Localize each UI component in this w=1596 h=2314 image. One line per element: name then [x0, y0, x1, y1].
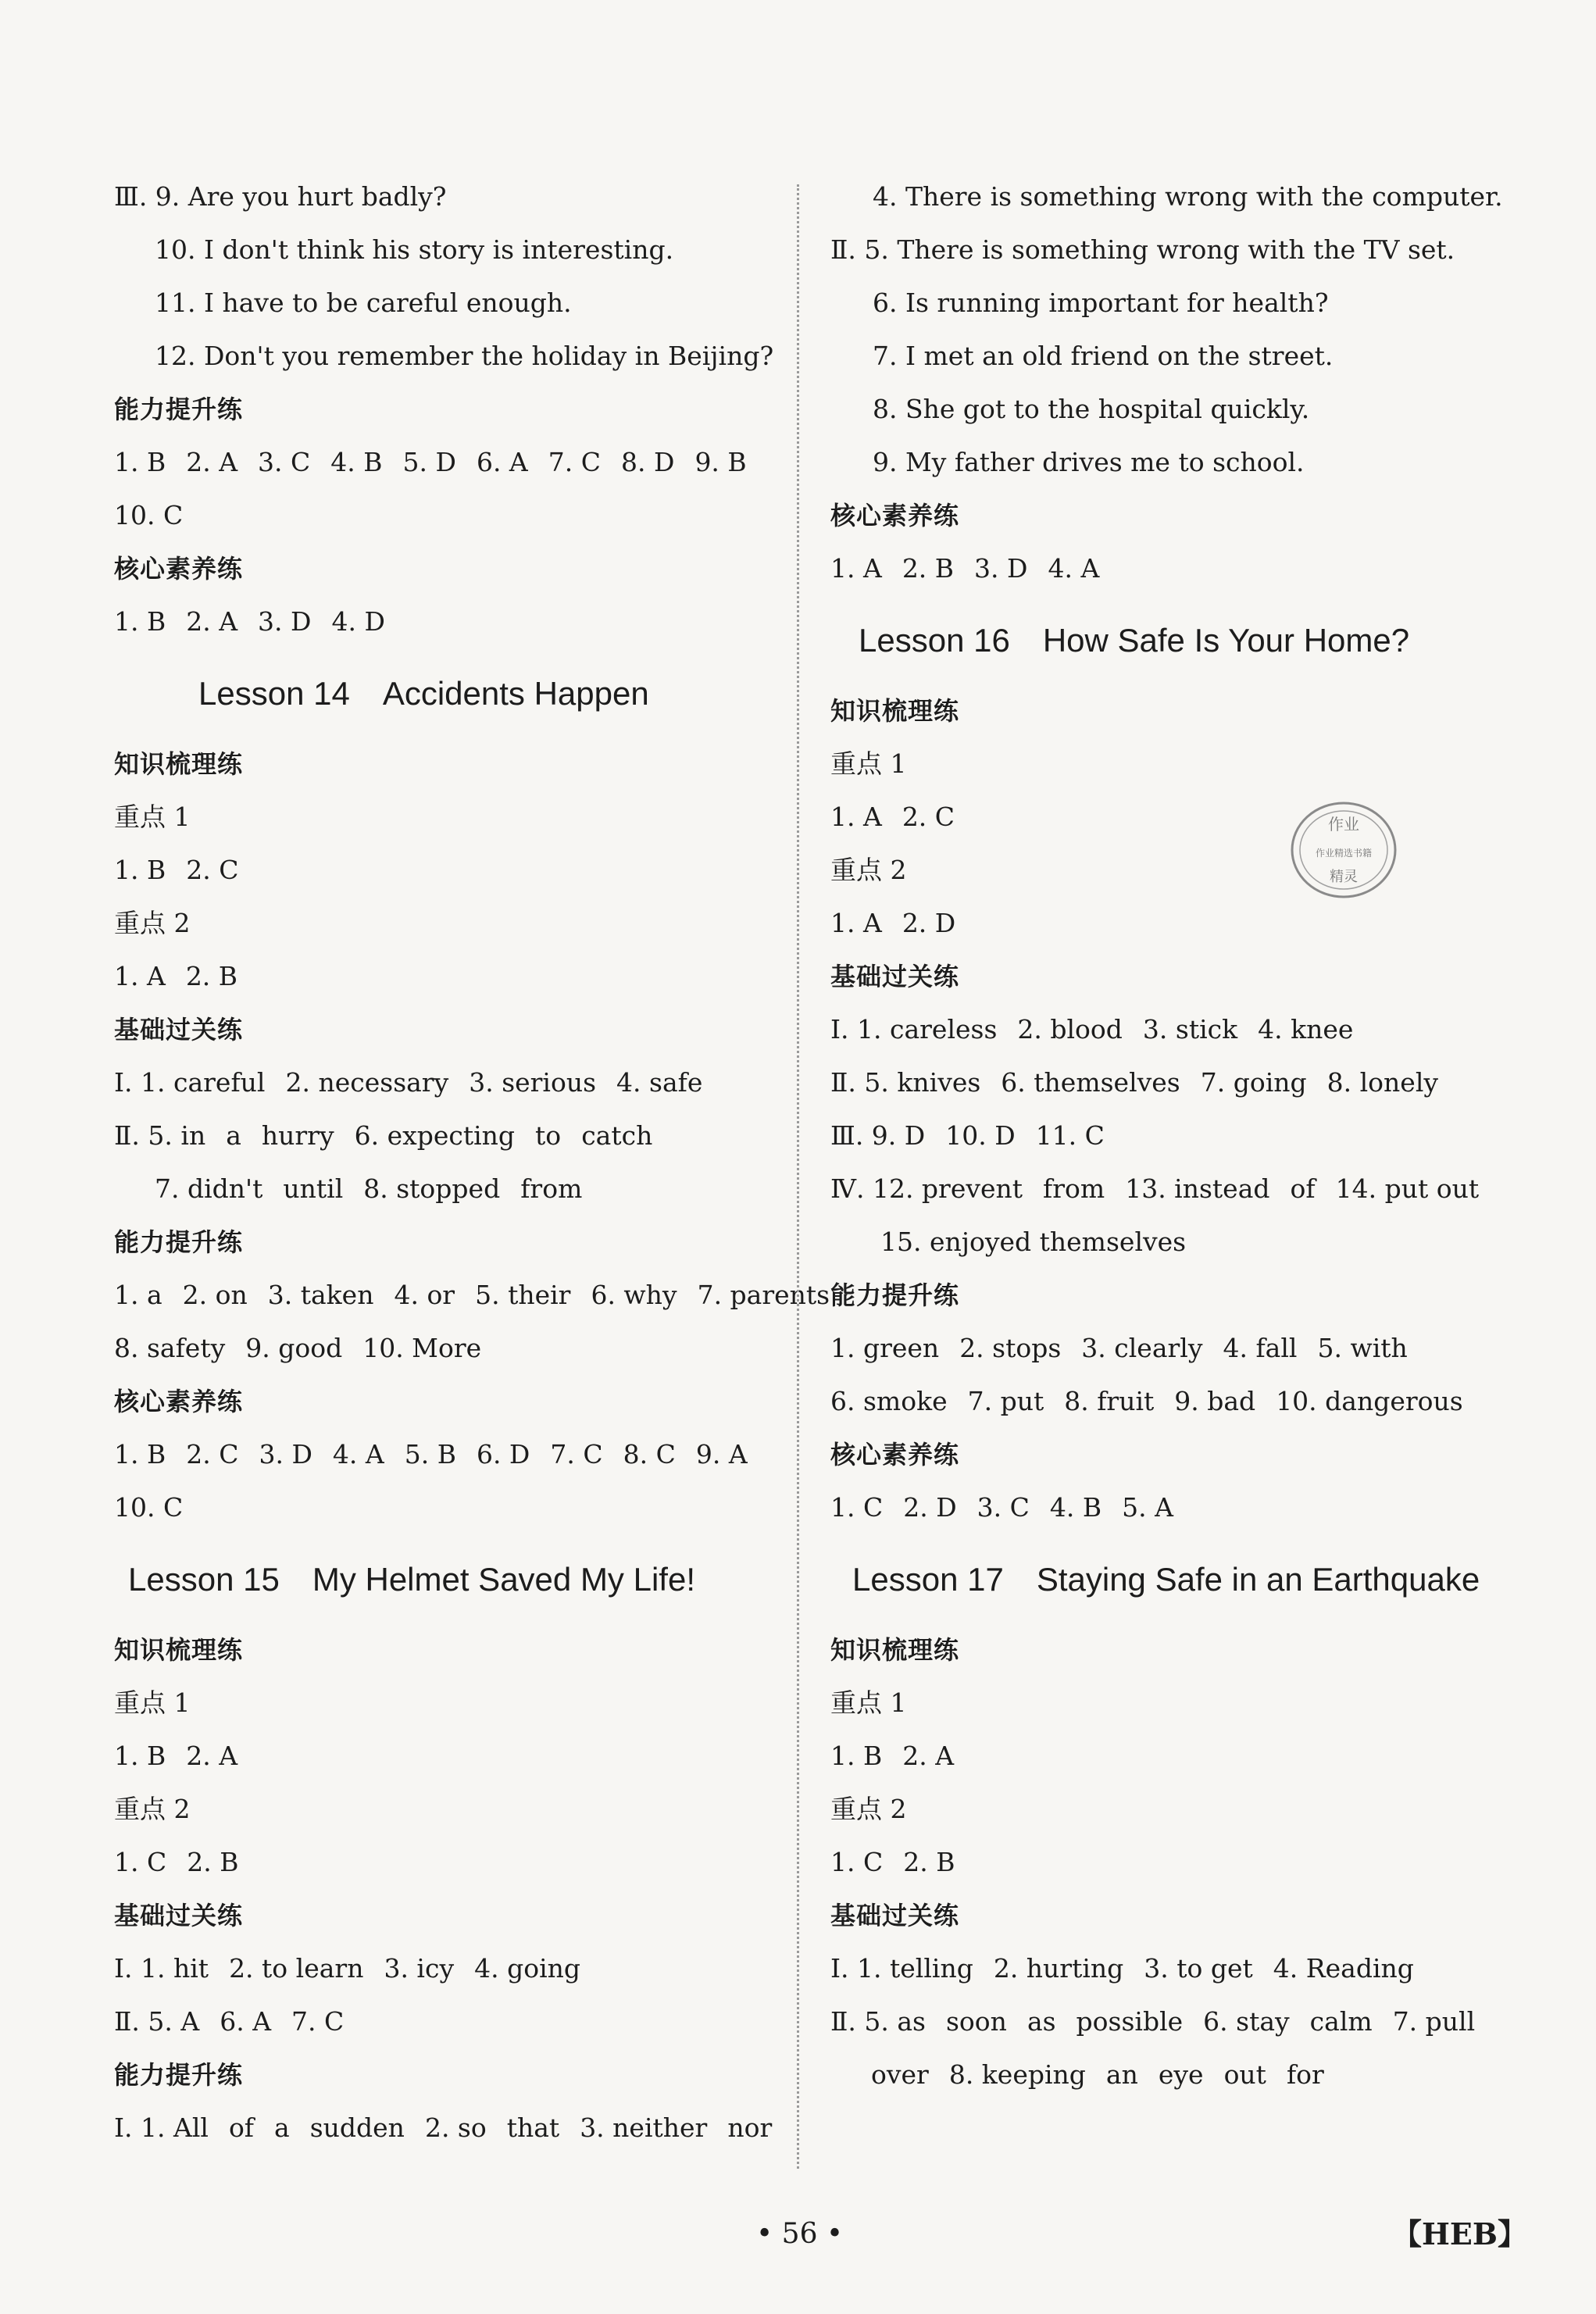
answer-item: 10. D	[945, 1120, 1016, 1151]
answer-item: 10. C	[114, 500, 184, 530]
answer-item: 2. C	[186, 1439, 239, 1469]
answer-line	[114, 595, 770, 648]
answer-line	[830, 1056, 1487, 1109]
lesson-title: How Safe Is Your Home?	[1042, 622, 1410, 659]
answer-item: Ⅲ. 9. D	[830, 1120, 926, 1151]
answer-line: 重点 2	[114, 908, 191, 938]
answer-line	[114, 844, 770, 897]
answer-item: 1. B	[830, 1741, 883, 1771]
answer-item: 2. so	[424, 2112, 487, 2143]
answer-line: 重点 2	[830, 855, 907, 885]
stamp-middle-text: 作业精选书籍	[1315, 848, 1373, 859]
answer-item: 4. or	[394, 1280, 455, 1310]
section-heading: 核心素养练	[830, 1440, 960, 1469]
answer-item: 9. bad	[1174, 1386, 1256, 1416]
lesson-heading	[830, 595, 1487, 678]
answer-item: 1. a	[114, 1280, 162, 1310]
answer-line: 9. My father drives me to school.	[873, 447, 1305, 477]
answer-item: 7. parents	[697, 1280, 830, 1310]
answer-item: 2. C	[902, 802, 955, 832]
answer-item: 4. B	[330, 447, 383, 477]
answer-item: Ⅱ. 5. in	[114, 1120, 206, 1151]
watermark-stamp-icon	[1287, 795, 1400, 905]
answer-item: 2. A	[902, 1741, 955, 1771]
answer-line	[830, 897, 1487, 950]
answer-line	[830, 2048, 1487, 2102]
answer-item: 4. A	[332, 1439, 384, 1469]
answer-item: 9. good	[245, 1333, 343, 1363]
answer-item: 7. going	[1200, 1067, 1307, 1098]
answer-item: 3. neither	[580, 2112, 708, 2143]
answer-item: 7. pull	[1392, 2006, 1476, 2037]
section-heading: 核心素养练	[830, 501, 960, 530]
answer-item: that	[506, 2112, 560, 2143]
answer-item: 14. put out	[1335, 1173, 1480, 1204]
answer-item: 2. D	[903, 1492, 957, 1523]
answer-item: 2. C	[186, 855, 239, 885]
answer-line: 重点 1	[830, 748, 907, 779]
answer-line	[114, 1481, 770, 1534]
section-heading: 知识梳理练	[114, 1635, 244, 1665]
answer-line	[114, 1162, 770, 1216]
answer-line: 15. enjoyed themselves	[880, 1227, 1187, 1257]
answer-line	[114, 1056, 770, 1109]
answer-item: to	[535, 1120, 562, 1151]
section-heading: 基础过关练	[114, 1901, 244, 1930]
answer-item: 4. knee	[1258, 1014, 1354, 1045]
answer-line	[114, 1428, 770, 1481]
answer-line	[114, 1730, 770, 1783]
answer-item: 10. dangerous	[1276, 1386, 1463, 1416]
answer-item: soon	[946, 2006, 1007, 2037]
page-number: • 56 •	[756, 2218, 844, 2250]
answer-line	[830, 1109, 1487, 1162]
answer-item: 2. necessary	[285, 1067, 449, 1098]
answer-item: 4. B	[1049, 1492, 1102, 1523]
answer-item: 8. fruit	[1064, 1386, 1155, 1416]
section-heading: 能力提升练	[830, 1280, 960, 1310]
lesson-title: My Helmet Saved My Life!	[312, 1561, 695, 1598]
answer-item: 3. taken	[267, 1280, 374, 1310]
answer-item: from	[520, 1173, 583, 1204]
section-heading: 基础过关练	[114, 1015, 244, 1045]
answer-line: 重点 1	[114, 802, 191, 832]
answer-item: a	[274, 2112, 290, 2143]
answer-line: 10. I don't think his story is interesting.	[155, 234, 674, 265]
answer-line	[830, 1942, 1487, 1995]
section-heading: 基础过关练	[830, 962, 960, 991]
answer-line: 重点 2	[114, 1794, 191, 1824]
lesson-heading	[830, 1534, 1487, 1617]
answer-line: 4. There is something wrong with the computer.	[873, 181, 1503, 212]
answer-item: 6. D	[476, 1439, 530, 1469]
answer-item: 7. C	[548, 447, 601, 477]
answer-item: 1. B	[114, 1439, 166, 1469]
answer-line	[114, 1322, 770, 1375]
answer-item: catch	[581, 1120, 653, 1151]
answer-item: 3. stick	[1142, 1014, 1238, 1045]
edition-badge: 【HEB】	[1392, 2216, 1527, 2252]
answer-item: 6. A	[476, 447, 528, 477]
answer-item: 5. B	[404, 1439, 456, 1469]
answer-item: 3. D	[258, 606, 312, 637]
answer-line	[830, 1730, 1487, 1783]
section-heading: 能力提升练	[114, 395, 244, 424]
answer-item: an	[1105, 2059, 1138, 2090]
answer-item: 8. C	[623, 1439, 676, 1469]
section-heading: 知识梳理练	[114, 749, 244, 779]
answer-item: of	[1290, 1173, 1316, 1204]
answer-item: 1. C	[830, 1847, 884, 1877]
answer-line: 重点 1	[114, 1687, 191, 1718]
answer-item: 5. with	[1317, 1333, 1408, 1363]
answer-item: Ⅱ. 5. as	[830, 2006, 926, 2037]
answer-line	[830, 1322, 1487, 1375]
lesson-number: Lesson 16	[859, 622, 1010, 659]
answer-item: 7. put	[967, 1386, 1044, 1416]
answer-item: 2. to learn	[229, 1953, 364, 1984]
answer-item: 10. More	[362, 1333, 482, 1363]
answer-item: 9. A	[695, 1439, 748, 1469]
answer-item: a	[226, 1120, 241, 1151]
section-heading: 核心素养练	[114, 554, 244, 584]
answer-item: 1. B	[114, 855, 166, 885]
answer-item: 1. B	[114, 1741, 166, 1771]
answer-item: 4. A	[1048, 553, 1100, 584]
answer-line	[114, 1995, 770, 2048]
answer-item: 2. B	[902, 553, 955, 584]
lesson-number: Lesson 14	[198, 675, 350, 712]
answer-item: 4. going	[474, 1953, 581, 1984]
answer-item: Ⅳ. 12. prevent	[830, 1173, 1023, 1204]
answer-line	[830, 1003, 1487, 1056]
answer-item: 3. clearly	[1081, 1333, 1203, 1363]
answer-line	[114, 1942, 770, 1995]
answer-item: 4. Reading	[1273, 1953, 1414, 1984]
answer-line	[114, 436, 770, 489]
right-column	[830, 170, 1503, 2102]
answer-item: Ⅱ. 5. A	[114, 2006, 200, 2037]
answer-line: 11. I have to be careful enough.	[155, 287, 572, 318]
answer-line: 7. I met an old friend on the street.	[873, 341, 1334, 371]
answer-item: 8. safety	[114, 1333, 226, 1363]
answer-item: 6. expecting	[354, 1120, 516, 1151]
answer-line	[830, 1162, 1487, 1216]
answer-item: Ⅱ. 5. knives	[830, 1067, 981, 1098]
answer-item: 1. C	[114, 1847, 167, 1877]
answer-item: possible	[1076, 2006, 1184, 2037]
answer-item: hurry	[261, 1120, 334, 1151]
lesson-number: Lesson 15	[128, 1561, 280, 1598]
answer-line: 重点 2	[830, 1794, 907, 1824]
answer-item: 10. C	[114, 1492, 184, 1523]
answer-line	[830, 1481, 1487, 1534]
answer-item: 1. A	[830, 908, 882, 938]
lesson-heading	[114, 648, 770, 731]
answer-line	[830, 1375, 1487, 1428]
stamp-bottom-text: 精灵	[1330, 869, 1358, 885]
answer-item: 3. serious	[469, 1067, 597, 1098]
answer-item: Ⅰ. 1. All	[114, 2112, 209, 2143]
answer-item: until	[283, 1173, 344, 1204]
answer-item: 3. C	[977, 1492, 1030, 1523]
answer-item: 13. instead	[1125, 1173, 1270, 1204]
answer-item: 5. their	[475, 1280, 571, 1310]
answer-item: 1. green	[830, 1333, 940, 1363]
section-heading: 知识梳理练	[830, 1635, 960, 1665]
lesson-title: Staying Safe in an Earthquake	[1036, 1561, 1480, 1598]
answer-line	[114, 1109, 770, 1162]
lesson-number: Lesson 17	[852, 1561, 1004, 1598]
answer-item: 3. icy	[384, 1953, 455, 1984]
answer-item: for	[1286, 2059, 1324, 2090]
answer-item: eye	[1158, 2059, 1204, 2090]
answer-item: 2. on	[182, 1280, 248, 1310]
answer-item: out	[1223, 2059, 1266, 2090]
answer-line	[114, 1269, 830, 1322]
answer-item: 4. fall	[1223, 1333, 1298, 1363]
answer-item: 11. C	[1035, 1120, 1105, 1151]
answer-line: Ⅲ. 9. Are you hurt badly?	[114, 181, 447, 212]
lesson-title: Accidents Happen	[382, 675, 649, 712]
answer-line	[830, 1836, 1487, 1889]
answer-line: Ⅱ. 5. There is something wrong with the TV set.	[830, 234, 1455, 265]
answer-item: sudden	[309, 2112, 405, 2143]
answer-item: calm	[1309, 2006, 1373, 2037]
answer-item: Ⅰ. 1. careless	[830, 1014, 998, 1045]
answer-item: 5. D	[402, 447, 456, 477]
answer-item: 2. D	[902, 908, 956, 938]
answer-line	[830, 1995, 1487, 2048]
answer-item: 4. safe	[616, 1067, 703, 1098]
answer-item: 7. didn't	[155, 1173, 263, 1204]
answer-item: from	[1043, 1173, 1105, 1204]
page-footer	[0, 2211, 1596, 2258]
answer-item: 7. C	[550, 1439, 603, 1469]
answer-item: 1. A	[114, 961, 166, 991]
answer-item: 8. stopped	[363, 1173, 501, 1204]
left-column	[114, 170, 830, 2155]
answer-item: 6. why	[591, 1280, 677, 1310]
answer-item: Ⅰ. 1. careful	[114, 1067, 266, 1098]
answer-item: Ⅰ. 1. hit	[114, 1953, 209, 1984]
answer-line	[114, 2102, 773, 2155]
stamp-top-text: 作业	[1328, 815, 1359, 834]
answer-item: 2. A	[186, 606, 238, 637]
answer-item: 1. A	[830, 802, 882, 832]
answer-item: 3. to get	[1144, 1953, 1253, 1984]
answer-item: over	[871, 2059, 929, 2090]
answer-item: nor	[727, 2112, 773, 2143]
answer-item: 6. smoke	[830, 1386, 948, 1416]
answer-item: 6. A	[220, 2006, 272, 2037]
answer-item: as	[1027, 2006, 1056, 2037]
answer-line: 重点 1	[830, 1687, 907, 1718]
answer-item: 2. B	[185, 961, 238, 991]
answer-item: 1. B	[114, 606, 166, 637]
answer-item: of	[228, 2112, 255, 2143]
answer-item: 9. B	[694, 447, 747, 477]
answer-line	[830, 542, 1487, 595]
answer-item: 2. A	[186, 1741, 238, 1771]
answer-item: 2. hurting	[993, 1953, 1124, 1984]
answer-line: 12. Don't you remember the holiday in Beijing?	[155, 341, 774, 371]
answer-item: 1. A	[830, 553, 882, 584]
answer-item: Ⅰ. 1. telling	[830, 1953, 973, 1984]
answer-item: 8. lonely	[1326, 1067, 1439, 1098]
answer-item: 1. C	[830, 1492, 884, 1523]
answer-item: 6. themselves	[1001, 1067, 1180, 1098]
column-divider	[797, 184, 799, 2169]
answer-item: 3. D	[974, 553, 1028, 584]
answer-line	[114, 1836, 770, 1889]
answer-item: 2. blood	[1017, 1014, 1123, 1045]
answer-line: 6. Is running important for health?	[873, 287, 1329, 318]
answer-item: 4. D	[331, 606, 385, 637]
answer-item: 3. C	[258, 447, 311, 477]
answer-item: 2. B	[903, 1847, 955, 1877]
answer-item: 2. A	[186, 447, 238, 477]
answer-item: 6. stay	[1203, 2006, 1290, 2037]
answer-item: 3. D	[259, 1439, 312, 1469]
answer-item: 7. C	[291, 2006, 345, 2037]
answer-item: 8. keeping	[948, 2059, 1086, 2090]
answer-line: 8. She got to the hospital quickly.	[873, 394, 1310, 424]
answer-item: 2. stops	[959, 1333, 1062, 1363]
answer-line	[114, 489, 770, 542]
section-heading: 基础过关练	[830, 1901, 960, 1930]
section-heading: 知识梳理练	[830, 696, 960, 726]
lesson-heading	[114, 1534, 770, 1617]
answer-item: 5. A	[1122, 1492, 1173, 1523]
answer-item: 1. B	[114, 447, 166, 477]
section-heading: 核心素养练	[114, 1387, 244, 1416]
answer-line	[114, 950, 770, 1003]
section-heading: 能力提升练	[114, 2060, 244, 2090]
answer-item: 8. D	[621, 447, 675, 477]
section-heading: 能力提升练	[114, 1227, 244, 1257]
answer-item: 2. B	[187, 1847, 239, 1877]
